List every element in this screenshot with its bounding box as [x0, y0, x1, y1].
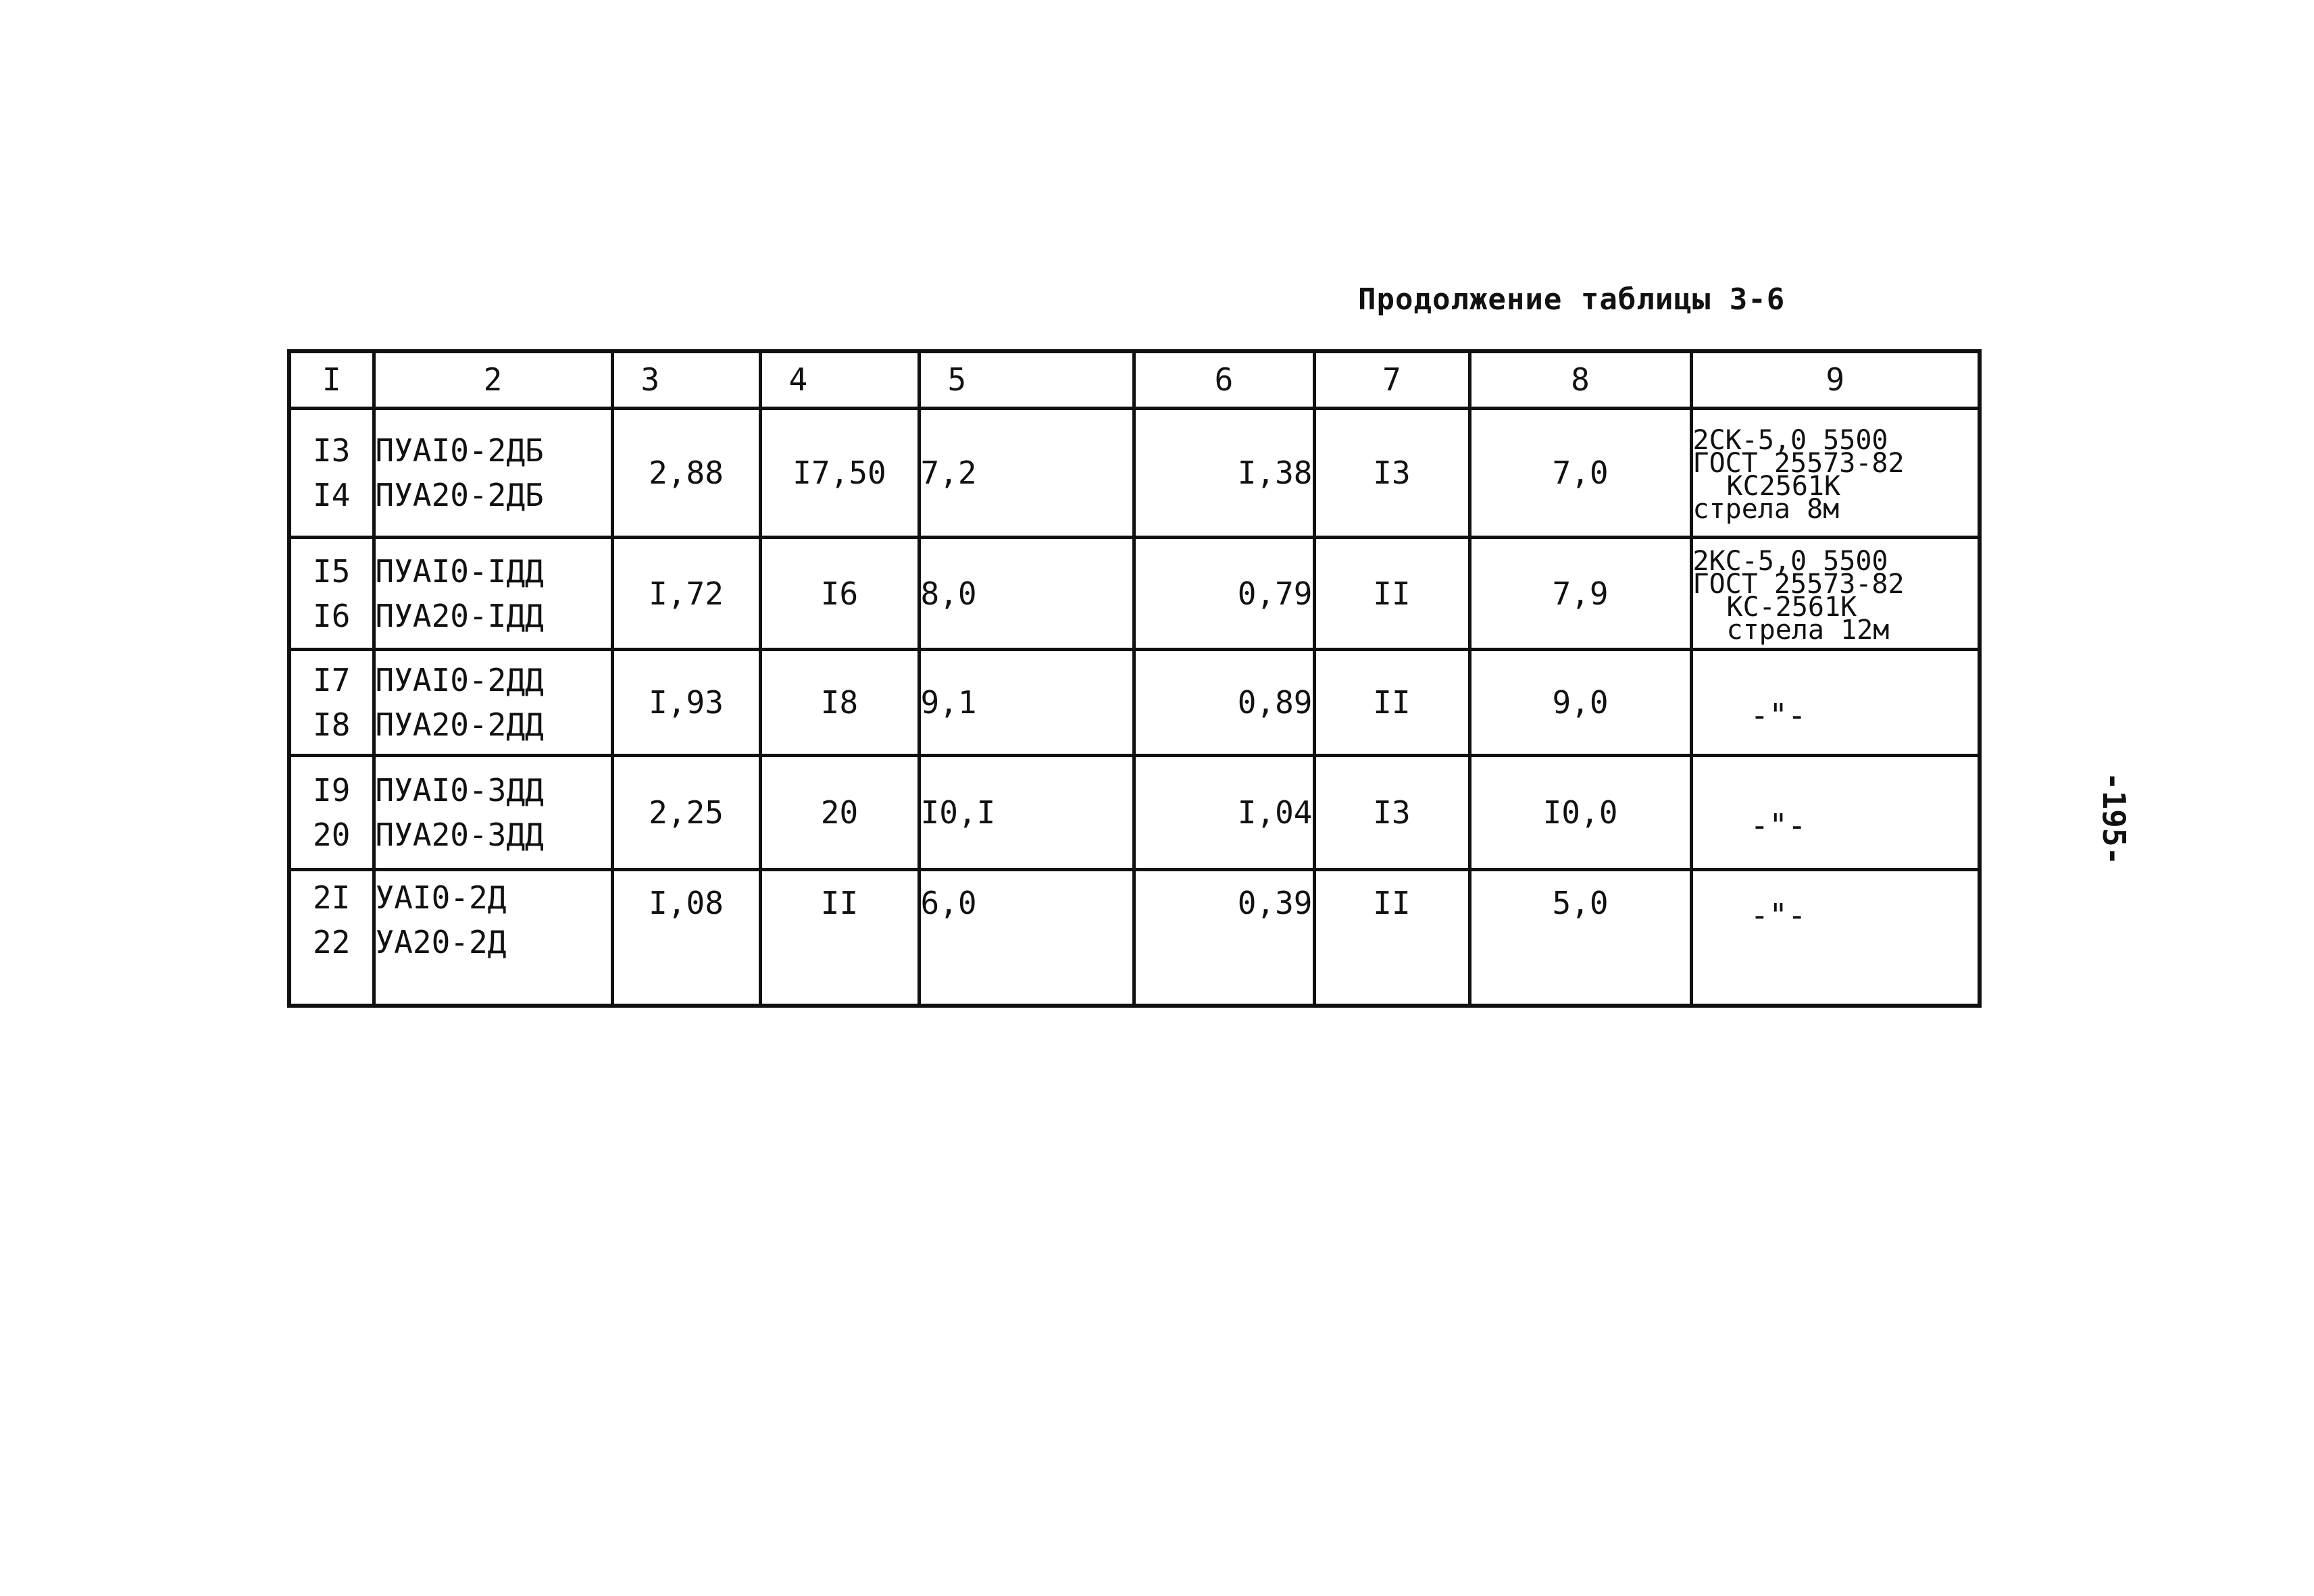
- page-number: -195-: [2096, 771, 2133, 866]
- table-row: [289, 408, 1980, 537]
- value-cell-8: I0,0: [1469, 755, 1691, 869]
- header-col-3: 3: [612, 351, 760, 408]
- crane-cell: [1691, 869, 1980, 1006]
- header-col-7: 7: [1314, 351, 1469, 408]
- value-cell-3: I,93: [612, 650, 760, 755]
- value-cell-6: 0,89: [1134, 650, 1314, 755]
- row-number-cell: 2I 22: [289, 869, 374, 1006]
- ditto-mark: -"-: [1750, 806, 1807, 844]
- table-caption: Продолжение таблицы 3-6: [1358, 282, 1786, 317]
- value-cell-5: 8,0: [919, 538, 1134, 650]
- value-cell-8: 7,9: [1469, 538, 1691, 650]
- value-cell-8: 9,0: [1469, 650, 1691, 755]
- row-number-cell: I9 20: [289, 755, 374, 869]
- spec-table: [287, 349, 1982, 1008]
- header-col-9: 9: [1691, 351, 1980, 408]
- table-row: [289, 869, 1980, 1006]
- mark-cell: ПУАI0-2ДБ ПУА20-2ДБ: [374, 408, 612, 537]
- mark-cell: ПУАI0-2ДД ПУА20-2ДД: [374, 650, 612, 755]
- value-cell-4: II: [760, 869, 919, 1006]
- value-cell-8: 5,0: [1469, 869, 1691, 1006]
- value-cell-7: II: [1314, 650, 1469, 755]
- value-cell-5: I0,I: [919, 755, 1134, 869]
- table-row: [289, 755, 1980, 869]
- value-cell-8: 7,0: [1469, 408, 1691, 537]
- value-cell-3: I,08: [612, 869, 760, 1006]
- value-cell-6: I,38: [1134, 408, 1314, 537]
- value-cell-7: I3: [1314, 755, 1469, 869]
- value-cell-3: 2,88: [612, 408, 760, 537]
- value-cell-5: 7,2: [919, 408, 1134, 537]
- value-cell-4: 20: [760, 755, 919, 869]
- value-cell-4: I7,50: [760, 408, 919, 537]
- table-row: [289, 650, 1980, 755]
- value-cell-3: I,72: [612, 538, 760, 650]
- crane-cell: [1691, 755, 1980, 869]
- value-cell-6: I,04: [1134, 755, 1314, 869]
- ditto-mark: -"-: [1750, 896, 1807, 933]
- header-col-8: 8: [1469, 351, 1691, 408]
- mark-cell: ПУАI0-IДД ПУА20-IДД: [374, 538, 612, 650]
- row-number-cell: I3 I4: [289, 408, 374, 537]
- value-cell-5: 6,0: [919, 869, 1134, 1006]
- header-col-2: 2: [374, 351, 612, 408]
- value-cell-5: 9,1: [919, 650, 1134, 755]
- crane-cell: 2КС-5,0 5500 ГОСТ 25573-82 КС-2561К стрела 12м: [1691, 538, 1980, 650]
- header-col-6: 6: [1134, 351, 1314, 408]
- crane-cell: 2СК-5,0 5500 ГОСТ 25573-82 КС2561К стрела 8м: [1691, 408, 1980, 537]
- value-cell-7: II: [1314, 869, 1469, 1006]
- mark-cell: УАI0-2Д УА20-2Д: [374, 869, 612, 1006]
- ditto-mark: -"-: [1750, 696, 1807, 733]
- mark-cell: ПУАI0-3ДД ПУА20-3ДД: [374, 755, 612, 869]
- value-cell-7: II: [1314, 538, 1469, 650]
- value-cell-7: I3: [1314, 408, 1469, 537]
- row-number-cell: I7 I8: [289, 650, 374, 755]
- value-cell-6: 0,39: [1134, 869, 1314, 1006]
- header-col-4: 4: [760, 351, 919, 408]
- crane-cell: [1691, 650, 1980, 755]
- value-cell-6: 0,79: [1134, 538, 1314, 650]
- table-row: [289, 538, 1980, 650]
- header-row: [289, 351, 1980, 408]
- row-number-cell: I5 I6: [289, 538, 374, 650]
- value-cell-3: 2,25: [612, 755, 760, 869]
- header-col-5: 5: [919, 351, 1134, 408]
- value-cell-4: I6: [760, 538, 919, 650]
- header-col-1: I: [289, 351, 374, 408]
- value-cell-4: I8: [760, 650, 919, 755]
